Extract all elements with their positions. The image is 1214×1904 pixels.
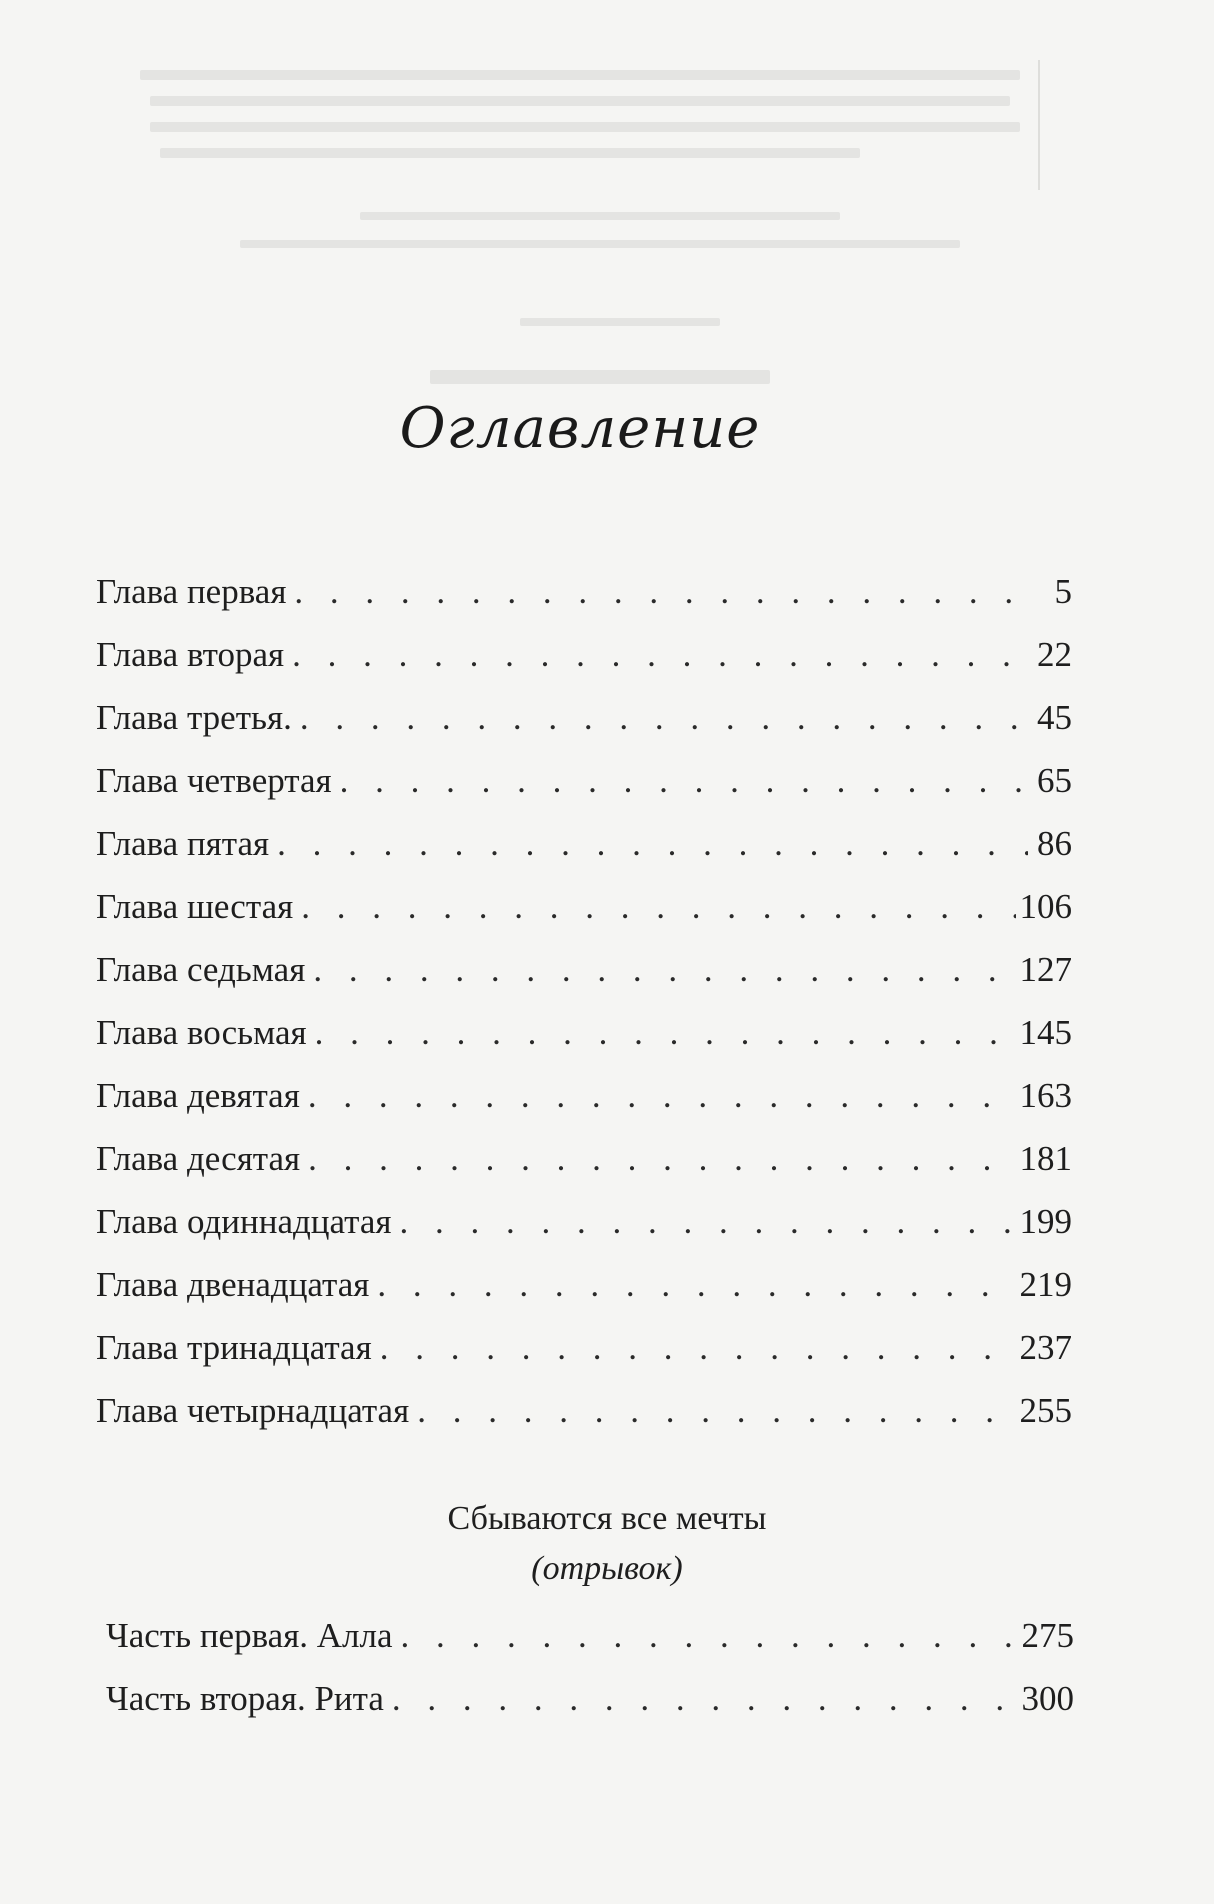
dot-leader bbox=[392, 1667, 1018, 1730]
dot-leader bbox=[401, 1604, 1018, 1667]
dot-leader bbox=[277, 812, 1028, 875]
dot-leader bbox=[377, 1253, 1015, 1316]
dot-leader bbox=[301, 875, 1015, 938]
toc-entry[interactable] bbox=[96, 560, 1072, 623]
dot-leader bbox=[417, 1379, 1015, 1442]
toc-entry-page: 237 bbox=[1019, 1328, 1072, 1367]
excerpt-title: Сбываются все мечты bbox=[447, 1500, 767, 1537]
toc-entry-page: 163 bbox=[1019, 1076, 1072, 1115]
excerpt-entry-page: 275 bbox=[1021, 1616, 1074, 1655]
toc-entry[interactable] bbox=[96, 1316, 1072, 1379]
toc-entry-label: Глава четырнадцатая bbox=[96, 1391, 410, 1430]
toc-entry[interactable] bbox=[96, 749, 1072, 812]
toc-entry[interactable] bbox=[96, 1379, 1072, 1442]
toc-entry-label: Глава двенадцатая bbox=[96, 1265, 370, 1304]
toc-entry[interactable] bbox=[96, 1190, 1072, 1253]
toc-entry[interactable] bbox=[96, 938, 1072, 1001]
toc-entry-page: 127 bbox=[1019, 950, 1072, 989]
toc-entry[interactable] bbox=[96, 875, 1072, 938]
excerpt-entry[interactable] bbox=[106, 1667, 1074, 1730]
dot-leader bbox=[340, 749, 1028, 812]
toc-entry[interactable] bbox=[96, 1253, 1072, 1316]
excerpt-entry-label: Часть первая. Алла bbox=[106, 1616, 393, 1655]
toc-entry-label: Глава девятая bbox=[96, 1076, 300, 1115]
toc-entry-page: 22 bbox=[1037, 635, 1072, 674]
excerpt-entry[interactable] bbox=[106, 1604, 1074, 1667]
toc-list bbox=[96, 560, 1072, 1442]
excerpt-entry-page: 300 bbox=[1021, 1679, 1074, 1718]
toc-entry-page: 86 bbox=[1037, 824, 1072, 863]
dot-leader bbox=[292, 623, 1028, 686]
toc-entry-label: Глава четвертая bbox=[96, 761, 332, 800]
toc-entry-page: 45 bbox=[1037, 698, 1072, 737]
toc-title: Оглавление bbox=[399, 396, 761, 461]
toc-entry-page: 65 bbox=[1037, 761, 1072, 800]
toc-entry[interactable] bbox=[96, 1001, 1072, 1064]
toc-entry-label: Глава одиннадцатая bbox=[96, 1202, 392, 1241]
dot-leader bbox=[315, 1001, 1016, 1064]
dot-leader bbox=[400, 1190, 1016, 1253]
toc-entry[interactable] bbox=[96, 812, 1072, 875]
dot-leader bbox=[300, 686, 1028, 749]
toc-entry-label: Глава пятая bbox=[96, 824, 270, 863]
toc-entry-page: 181 bbox=[1019, 1139, 1072, 1178]
toc-entry-label: Глава третья. bbox=[96, 698, 292, 737]
toc-entry-label: Глава десятая bbox=[96, 1139, 301, 1178]
excerpt-subtitle: (отрывок) bbox=[531, 1550, 683, 1587]
toc-entry-label: Глава шестая bbox=[96, 887, 294, 926]
toc-entry-page: 145 bbox=[1019, 1013, 1072, 1052]
excerpt-entry-label: Часть вторая. Рита bbox=[106, 1679, 384, 1718]
dot-leader bbox=[313, 938, 1015, 1001]
toc-entry[interactable] bbox=[96, 1064, 1072, 1127]
toc-entry-label: Глава вторая bbox=[96, 635, 285, 674]
toc-entry-page: 106 bbox=[1019, 887, 1072, 926]
toc-entry-page: 199 bbox=[1019, 1202, 1072, 1241]
toc-entry-label: Глава седьмая bbox=[96, 950, 306, 989]
dot-leader bbox=[308, 1127, 1015, 1190]
toc-entry-page: 255 bbox=[1019, 1391, 1072, 1430]
dot-leader bbox=[380, 1316, 1016, 1379]
toc-entry[interactable] bbox=[96, 623, 1072, 686]
toc-entry-label: Глава восьмая bbox=[96, 1013, 307, 1052]
toc-entry-page: 5 bbox=[1054, 572, 1072, 611]
toc-entry-page: 219 bbox=[1019, 1265, 1072, 1304]
dot-leader bbox=[308, 1064, 1016, 1127]
toc-entry[interactable] bbox=[96, 686, 1072, 749]
dot-leader bbox=[294, 560, 1028, 623]
toc-entry[interactable] bbox=[96, 1127, 1072, 1190]
excerpt-toc-list bbox=[106, 1604, 1074, 1730]
toc-entry-label: Глава первая bbox=[96, 572, 287, 611]
toc-entry-label: Глава тринадцатая bbox=[96, 1328, 372, 1367]
